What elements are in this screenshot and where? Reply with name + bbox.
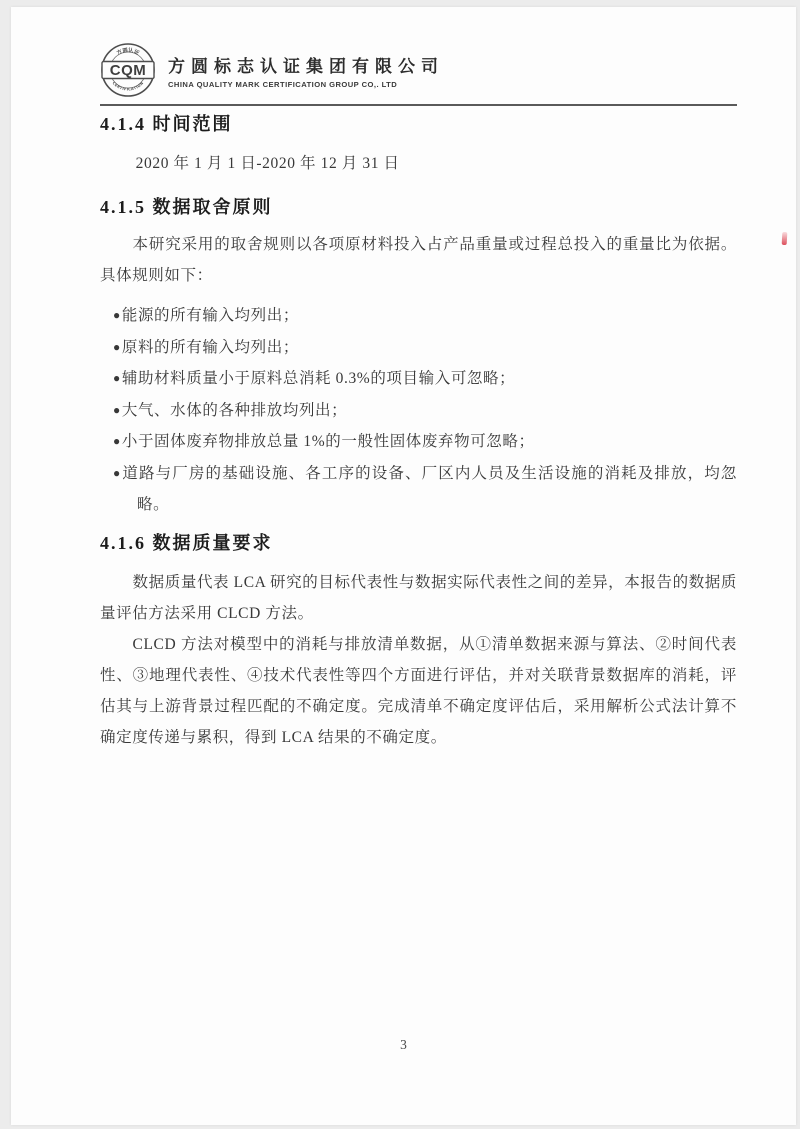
section-heading-416: 4.1.6 数据质量要求: [100, 532, 273, 553]
bullet-icon: ●: [113, 339, 121, 354]
bullet-icon: ●: [113, 402, 121, 417]
company-name-block: [168, 52, 444, 89]
list-item-text: 小于固体废弃物排放总量 1%的一般性固体废弃物可忽略；: [121, 433, 535, 450]
paragraph-clcd-method: CLCD 方法对模型中的消耗与排放清单数据，从①清单数据来源与算法、②时间代表性、③地理代表性、④技术代表性等四个方面进行评估，并对关联背景数据库的消耗，评估其与上游背景过程匹配的不确定度。完成清单不确定度评估后，采用解析公式法计算不确定度传递与累积，得到 LCA 结果的不确定度。: [100, 636, 737, 746]
document-page: [11, 7, 796, 1125]
letterhead: [100, 42, 737, 106]
cutoff-rule-list: [100, 300, 737, 521]
list-item-text: 能源的所有输入均列出；: [121, 307, 299, 324]
bullet-icon: ●: [113, 308, 121, 322]
bullet-icon: ●: [113, 434, 121, 448]
list-item: [100, 300, 737, 332]
page-number: 3: [400, 1037, 407, 1052]
list-item-text: 大气、水体的各种排放均列出；: [121, 401, 348, 419]
svg-text:方圆认证: 方圆认证: [115, 47, 141, 57]
list-item-text: 原料的所有输入均列出；: [121, 338, 299, 356]
list-item-text: 辅助材料质量小于原料总消耗 0.3%的项目输入可忽略；: [121, 370, 516, 387]
list-item: [100, 458, 737, 521]
company-name-cn: 方圆标志认证集团有限公司: [168, 56, 444, 76]
list-item-text: 道路与厂房的基础设施、各工序的设备、厂区内人员及生活设施的消耗及排放，均忽略。: [122, 464, 737, 513]
bullet-icon: ●: [113, 371, 121, 385]
list-item: [100, 395, 737, 427]
list-item: [100, 426, 737, 458]
date-range: 2020 年 1 月 1 日-2020 年 12 月 31 日: [135, 154, 400, 172]
red-ink-mark: [782, 232, 788, 245]
company-name-en: CHINA QUALITY MARK CERTIFICATION GROUP CO,. LTD: [168, 79, 398, 89]
section-heading-415: 4.1.5 数据取舍原则: [100, 196, 273, 217]
section-heading-414: 4.1.4 时间范围: [100, 114, 233, 134]
cqm-logo-icon: [100, 42, 156, 98]
svg-text:CQM: CQM: [109, 62, 147, 79]
list-item: [100, 363, 737, 395]
list-item: [100, 332, 737, 364]
document-body: [100, 113, 737, 753]
paragraph-data-quality: 数据质量代表 LCA 研究的目标代表性与数据实际代表性之间的差异，本报告的数据质量评估方法采用 CLCD 方法。: [100, 574, 737, 622]
svg-text:CERTIFICATION: CERTIFICATION: [111, 81, 145, 92]
paragraph-cutoff-rules: 本研究采用的取舍规则以各项原材料投入占产品重量或过程总投入的重量比为依据。具体规则如下：: [100, 236, 737, 284]
bullet-icon: ●: [113, 465, 122, 480]
